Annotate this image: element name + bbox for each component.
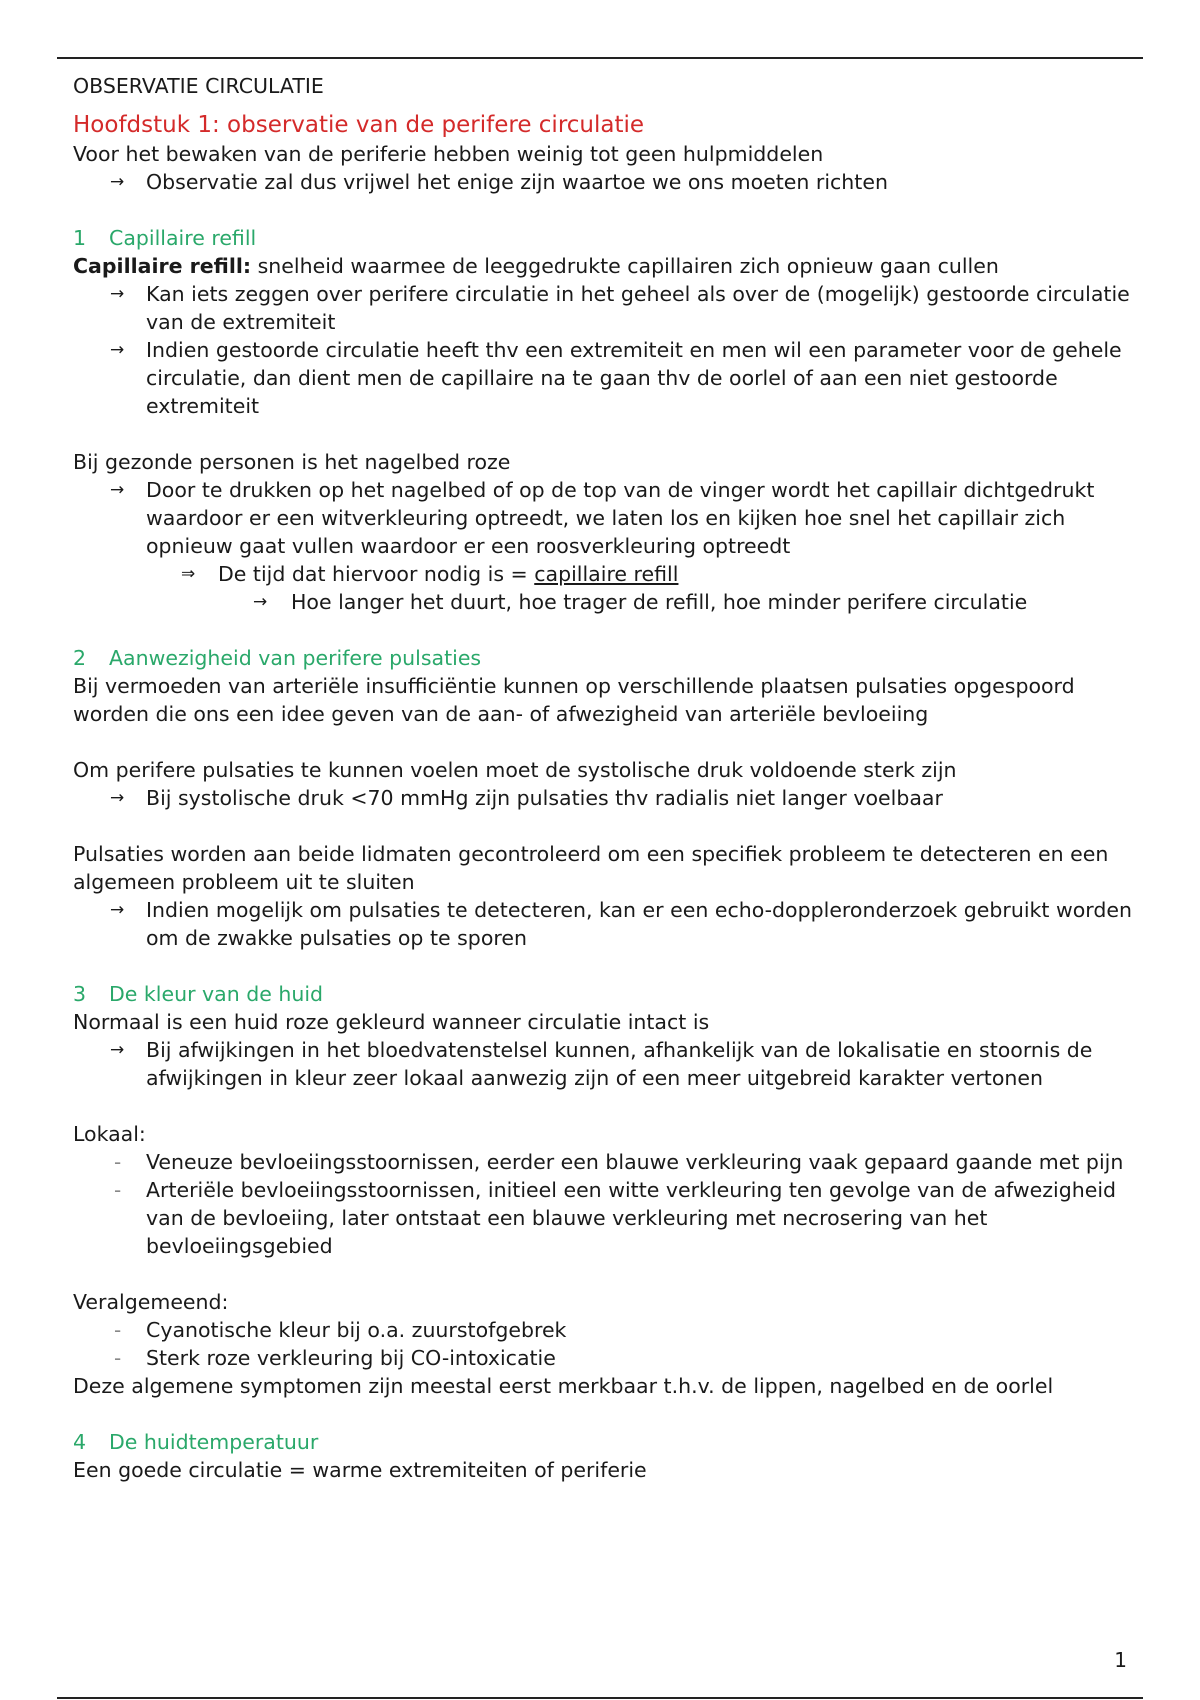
dash-icon: -: [114, 1150, 122, 1174]
document-page: [73, 72, 1133, 1484]
intro-paragraph: Voor het bewaken van de periferie hebben weinig tot geen hulpmiddelen: [73, 142, 824, 166]
arrow-icon: →: [110, 340, 125, 360]
dash-icon: -: [114, 1178, 122, 1202]
bottom-rule: [57, 1697, 1143, 1699]
page-number: 1: [1114, 1648, 1127, 1672]
paragraph: Een goede circulatie = warme extremiteiten of periferie: [73, 1458, 647, 1482]
definition-term: Capillaire refill:: [73, 254, 252, 278]
paragraph: Bij gezonde personen is het nagelbed roze: [73, 450, 511, 474]
paragraph: Veralgemeend:: [73, 1290, 229, 1314]
paragraph: Deze algemene symptomen zijn meestal eerst merkbaar t.h.v. de lippen, nagelbed en de oorlel: [73, 1374, 1054, 1398]
paragraph: Normaal is een huid roze gekleurd wanneer circulatie intact is: [73, 1010, 710, 1034]
list-item: → Kan iets zeggen over perifere circulatie in het geheel als over de (mogelijk) gestoorde circulatie van de extremiteit: [110, 282, 1130, 334]
chapter-heading: Hoofdstuk 1: observatie van de perifere circulatie: [73, 112, 645, 138]
arrow-icon: →: [110, 172, 125, 192]
page-header: OBSERVATIE CIRCULATIE: [73, 74, 324, 98]
list-item: → Bij afwijkingen in het bloedvatenstelsel kunnen, afhankelijk van de lokalisatie en stoornis de afwijkingen in kleur zeer lokaal aanwezig zijn of een meer uitgebreid karakter vertonen: [110, 1038, 1093, 1090]
list-item: ⇒ De tijd dat hiervoor nodig is = capillaire refill: [181, 562, 679, 586]
list-item: - Arteriële bevloeiingsstoornissen, initieel een witte verkleuring ten gevolge van de afwezigheid van de bevloeiing, later ontstaat een blauwe verkleuring met necrosering van het bevloeiingsgebied: [114, 1178, 1117, 1258]
section-heading-2: 2 Aanwezigheid van perifere pulsaties: [73, 646, 482, 670]
section-heading-4: 4 De huidtemperatuur: [73, 1430, 319, 1454]
list-item: → Observatie zal dus vrijwel het enige zijn waartoe we ons moeten richten: [110, 170, 888, 194]
list-item: → Indien gestoorde circulatie heeft thv een extremiteit en men wil een parameter voor de gehele circulatie, dan dient men de capillaire na te gaan thv de oorlel of aan een niet gestoorde extremiteit: [110, 338, 1122, 418]
arrow-icon: →: [110, 900, 125, 920]
paragraph: Pulsaties worden aan beide lidmaten gecontroleerd om een specifiek probleem te detecteren en een algemeen probleem uit te sluiten: [73, 842, 1109, 894]
list-item: - Veneuze bevloeiingsstoornissen, eerder een blauwe verkleuring vaak gepaard gaande met pijn: [114, 1150, 1124, 1174]
section-heading-1: 1 Capillaire refill: [73, 226, 257, 250]
list-item: → Indien mogelijk om pulsaties te detecteren, kan er een echo-doppleronderzoek gebruikt worden om de zwakke pulsaties op te sporen: [110, 898, 1132, 950]
arrow-icon: →: [253, 592, 268, 612]
list-item: - Sterk roze verkleuring bij CO-intoxicatie: [114, 1346, 556, 1370]
dash-icon: -: [114, 1318, 122, 1342]
list-item: → Bij systolische druk <70 mmHg zijn pulsaties thv radialis niet langer voelbaar: [110, 786, 943, 810]
underlined-term: capillaire refill: [534, 562, 679, 586]
list-item: → Hoe langer het duurt, hoe trager de refill, hoe minder perifere circulatie: [253, 590, 1028, 614]
section-heading-3: 3 De kleur van de huid: [73, 982, 324, 1006]
paragraph: Om perifere pulsaties te kunnen voelen moet de systolische druk voldoende sterk zijn: [73, 758, 957, 782]
paragraph: Lokaal:: [73, 1122, 146, 1146]
double-arrow-icon: ⇒: [181, 564, 196, 584]
arrow-icon: →: [110, 788, 125, 808]
list-item: - Cyanotische kleur bij o.a. zuurstofgebrek: [114, 1318, 567, 1342]
dash-icon: -: [114, 1346, 122, 1370]
top-rule: [57, 57, 1143, 59]
paragraph: Bij vermoeden van arteriële insufficiëntie kunnen op verschillende plaatsen pulsaties opgespoord worden die ons een idee geven van de aan- of afwezigheid van arteriële bevloeiing: [73, 674, 1075, 726]
arrow-icon: →: [110, 284, 125, 304]
arrow-icon: →: [110, 1040, 125, 1060]
list-item: → Door te drukken op het nagelbed of op de top van de vinger wordt het capillair dichtgedrukt waardoor er een witverkleuring optreedt, we laten los en kijken hoe snel het capillair zich opnieuw gaat vullen waardoor er een roosverkleuring optreedt: [110, 478, 1095, 558]
arrow-icon: →: [110, 480, 125, 500]
definition-paragraph: Capillaire refill: snelheid waarmee de leeggedrukte capillairen zich opnieuw gaan cullen: [73, 254, 999, 278]
